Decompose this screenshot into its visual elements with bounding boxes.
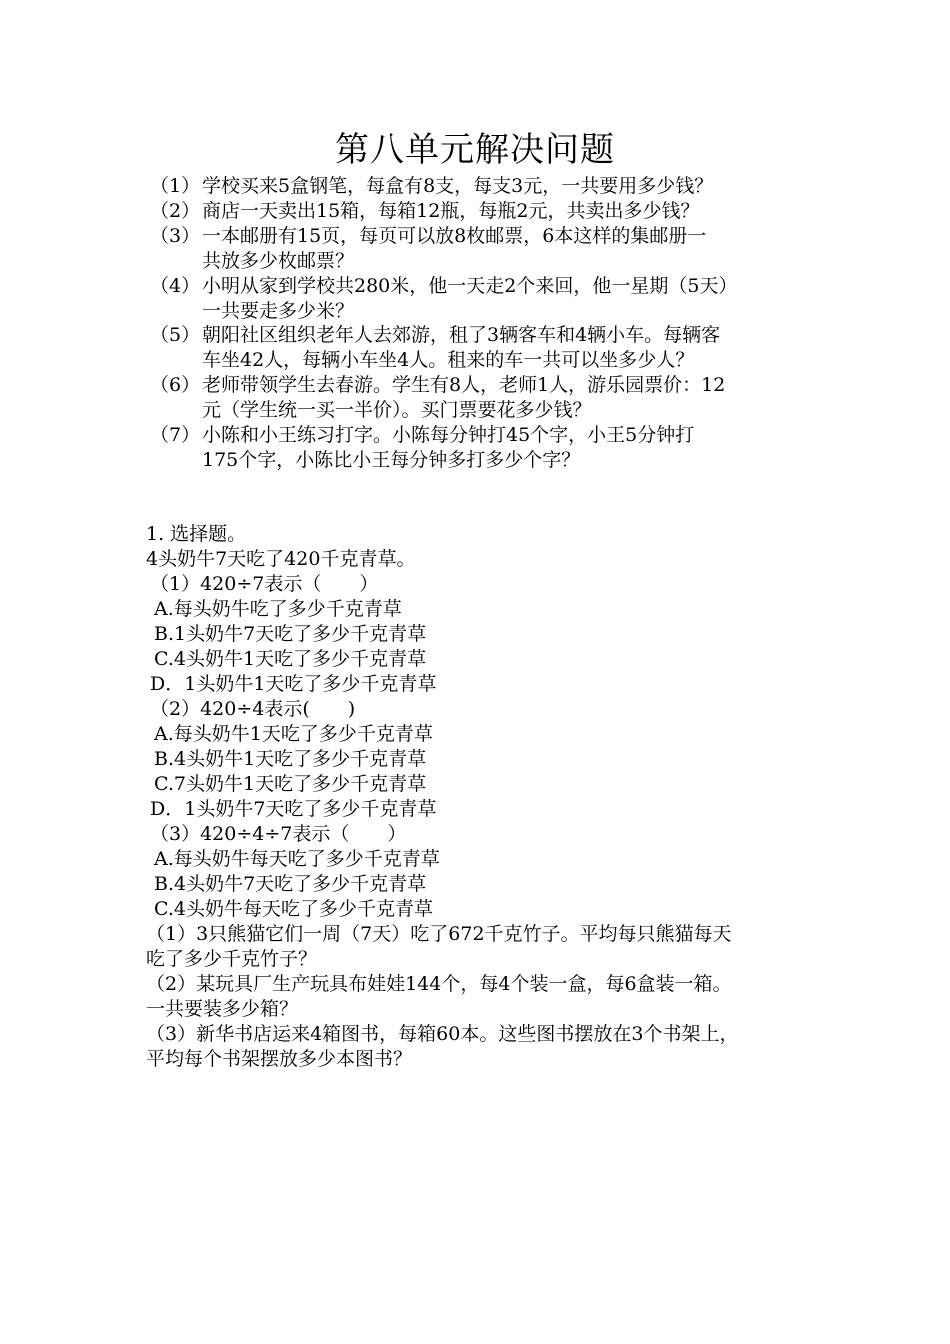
problem-item (150, 323, 810, 373)
problem-text-continued: 一共要走多少米？ (202, 300, 355, 322)
extra-problem-text-continued: 平均每个书架摆放多少本图书？ (146, 1048, 413, 1070)
problem-number: （6） (150, 374, 201, 396)
problem-number: （1） (150, 175, 201, 197)
option-d: D．1头奶牛7天吃了多少千克青草 (150, 798, 437, 820)
option-c: C.4头奶牛1天吃了多少千克青草 (154, 648, 427, 670)
problem-text: 学校买来5盒钢笔，每盒有8支，每支3元，一共要用多少钱？ (202, 175, 714, 197)
option-a: A.每头奶牛1天吃了多少千克青草 (154, 723, 433, 745)
problem-text: 朝阳社区组织老年人去郊游，租了3辆客车和4辆小车。每辆客 (202, 324, 721, 346)
question-stem: （2）420÷4表示( ) (150, 698, 356, 720)
question-stem: （1）420÷7表示（ ） (150, 573, 379, 595)
problem-number: （4） (150, 275, 201, 297)
problem-item (150, 224, 810, 274)
extra-problem-text: （3）新华书店运来4箱图书，每箱60本。这些图书摆放在3个书架上， (146, 1023, 739, 1045)
option-a: A.每头奶牛每天吃了多少千克青草 (154, 848, 440, 870)
problem-item (150, 199, 810, 224)
problem-item (150, 423, 810, 473)
option-b: B.4头奶牛7天吃了多少千克青草 (154, 873, 427, 895)
option-b: B.1头奶牛7天吃了多少千克青草 (154, 623, 427, 645)
section-intro: 4头奶牛7天吃了420千克青草。 (146, 548, 416, 570)
option-b: B.4头奶牛1天吃了多少千克青草 (154, 748, 427, 770)
extra-problem-text-continued: 一共要装多少箱？ (146, 998, 299, 1020)
option-d: D．1头奶牛1天吃了多少千克青草 (150, 673, 437, 695)
problem-text: 商店一天卖出15箱，每箱12瓶，每瓶2元，共卖出多少钱？ (202, 200, 700, 222)
extra-problem-text: （1）3只熊猫它们一周（7天）吃了672千克竹子。平均每只熊猫每天 (146, 923, 732, 945)
problem-item (150, 174, 810, 199)
question-stem: （3）420÷4÷7表示（ ） (150, 823, 407, 845)
option-a: A.每头奶牛吃了多少千克青草 (154, 598, 402, 620)
problem-number: （2） (150, 200, 201, 222)
problem-number: （5） (150, 324, 201, 346)
problem-text: 一本邮册有15页，每页可以放8枚邮票，6本这样的集邮册一 (202, 225, 707, 247)
section-heading: 1. 选择题。 (146, 523, 247, 545)
extra-problem-text-continued: 吃了多少千克竹子？ (146, 948, 318, 970)
problem-text: 小明从家到学校共280米，他一天走2个来回，他一星期（5天） (202, 275, 738, 297)
extra-problem-text: （2）某玩具厂生产玩具布娃娃144个，每4个装一盒，每6盒装一箱。 (146, 973, 732, 995)
problem-item (150, 274, 810, 324)
problem-text: 老师带领学生去春游。学生有8人，老师1人，游乐园票价：12 (202, 374, 726, 396)
option-c: C.4头奶牛每天吃了多少千克青草 (154, 898, 433, 920)
problem-number: （3） (150, 225, 201, 247)
problem-text: 小陈和小王练习打字。小陈每分钟打45个字，小王5分钟打 (202, 424, 695, 446)
problem-text-continued: 车坐42人，每辆小车坐4人。租来的车一共可以坐多少人？ (202, 349, 695, 371)
page-title: 第八单元解决问题 (335, 130, 615, 170)
problem-item (150, 373, 810, 423)
problem-text-continued: 元（学生统一买一半价）。买门票要花多少钱？ (202, 399, 592, 421)
problem-number: （7） (150, 424, 201, 446)
problem-text-continued: 175个字，小陈比小王每分钟多打多少个字？ (202, 449, 581, 471)
problem-text-continued: 共放多少枚邮票？ (202, 250, 355, 272)
option-c: C.7头奶牛1天吃了多少千克青草 (154, 773, 427, 795)
